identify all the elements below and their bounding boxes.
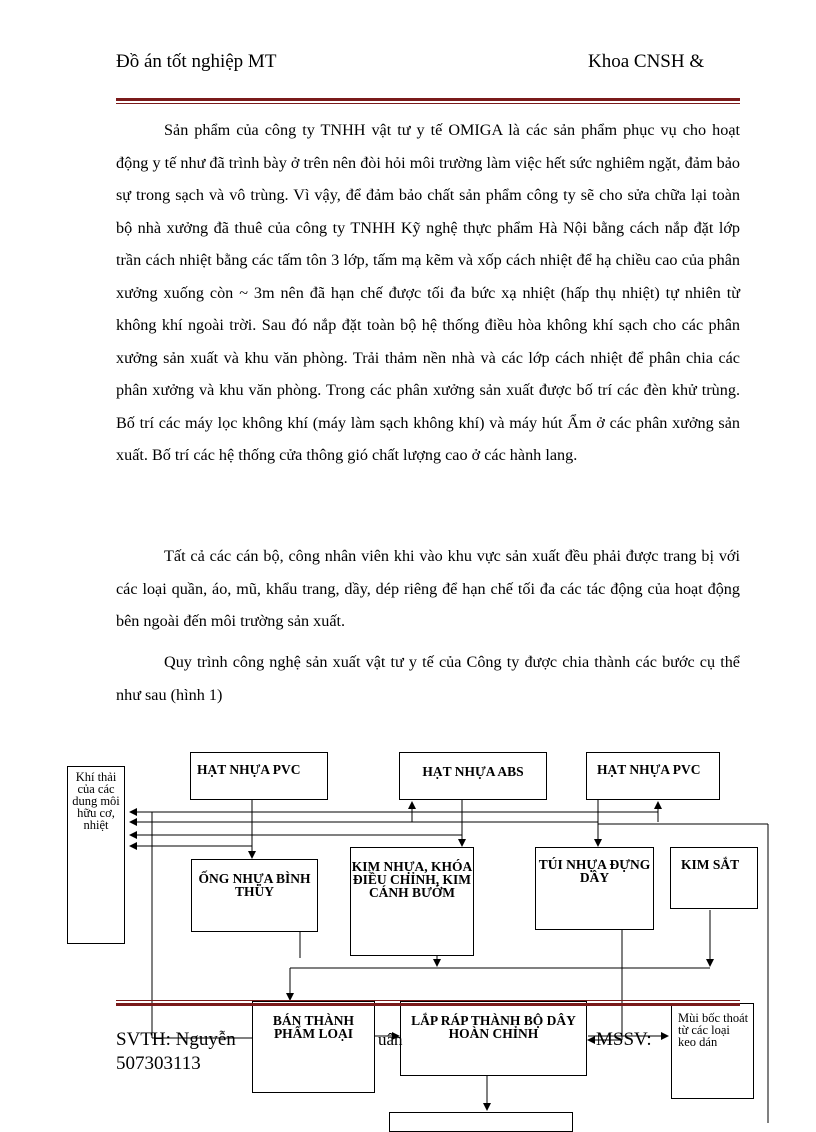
emission-box: Khí thải của các dung môi hữu cơ, nhiệt: [67, 766, 125, 944]
footer-rule-thin: [116, 1000, 740, 1001]
footer-student-name-fragment: uân: [378, 1030, 403, 1049]
abs-granule-box: HẠT NHỰA ABS: [399, 752, 547, 800]
next-step-box: [389, 1112, 573, 1132]
footer-student-id: 507303113: [116, 1053, 201, 1074]
assembly-box: LẮP RÁP THÀNH BỘ DÂY HOÀN CHỈNH: [400, 1001, 587, 1076]
steel-needle-box: KIM SẮT: [670, 847, 758, 909]
footer-mssv-label: MSSV:: [596, 1029, 652, 1050]
plastic-bag-box: TÚI NHỰA ĐỰNG DÂY: [535, 847, 654, 930]
body-paragraph-2: Tất cả các cán bộ, công nhân viên khi vào khu vực sản xuất đều phải được trang bị với các loại quần, áo, mũ, khẩu trang, dầy, dép riêng để hạn chế tối đa các tác động của hoạt động bên ngoài đến môi trường sản xuất.: [116, 547, 740, 630]
header-left: Đồ án tốt nghiệp MT: [116, 51, 277, 72]
header-right: Khoa CNSH &: [588, 51, 705, 72]
body-paragraph-1: Sản phẩm của công ty TNHH vật tư y tế OMIGA là các sản phẩm phục vụ cho hoạt động y tế như đã trình bày ở trên nên đòi hỏi môi trường làm việc hết sức nghiêm ngặt, đảm bảo sự trong sạch và vô trùng. Vì vậy, để đảm bảo chất sản phẩm công ty sẽ cho sửa chữa lại toàn bộ nhà xưởng đã thuê của công ty TNHH Kỹ nghệ thực phẩm Hà Nội bằng cách nắp đặt lớp trần cách nhiệt bằng các tấm tôn 3 lớp, tấm mạ kẽm và xốp cách nhiệt để hạ chiều cao của phân xưởng xuống còn ~ 3m nên đã hạn chế được tối đa bức xạ nhiệt (hấp thụ nhiệt) tự nhiên từ không khí ngoài trời. Sau đó nắp đặt toàn bộ hệ thống điều hòa không khí sạch cho các phân xưởng sản xuất và khu văn phòng. Trải thảm nền nhà và các lớp cách nhiệt để phân chia các phân xưởng và khu văn phòng. Trong các phân xưởng sản xuất được bố trí các đèn khử trùng. Bố trí các máy lọc không khí (máy làm sạch không khí) và máy hút Ẩm ở các phân xưởng sản xuất. Bố trí các hệ thống cửa thông gió chất lượng cao ở các hành lang.: [116, 121, 740, 464]
footer-rule-thick: [116, 1003, 740, 1006]
plastic-needle-box: KIM NHỰA, KHÓA ĐIỀU CHỈNH, KIM CÁNH BƯỚM: [350, 847, 474, 956]
glue-odor-box: Mùi bốc thoát từ các loại keo dán: [671, 1003, 754, 1099]
plastic-tube-box: ỐNG NHỰA BÌNH THỦY: [191, 859, 318, 932]
body-paragraph-3: Quy trình công nghệ sản xuất vật tư y tế của Công ty được chia thành các bước cụ thể như sau (hình 1): [116, 653, 740, 704]
footer-student-name: SVTH: Nguyễn: [116, 1029, 236, 1050]
pvc-granule-box-2: HẠT NHỰA PVC: [586, 752, 720, 800]
footer-student: [116, 1028, 316, 1076]
pvc-granule-box-1: HẠT NHỰA PVC: [190, 752, 328, 800]
semi-product-box: BÁN THÀNH PHẨM LOẠI: [252, 1001, 375, 1093]
